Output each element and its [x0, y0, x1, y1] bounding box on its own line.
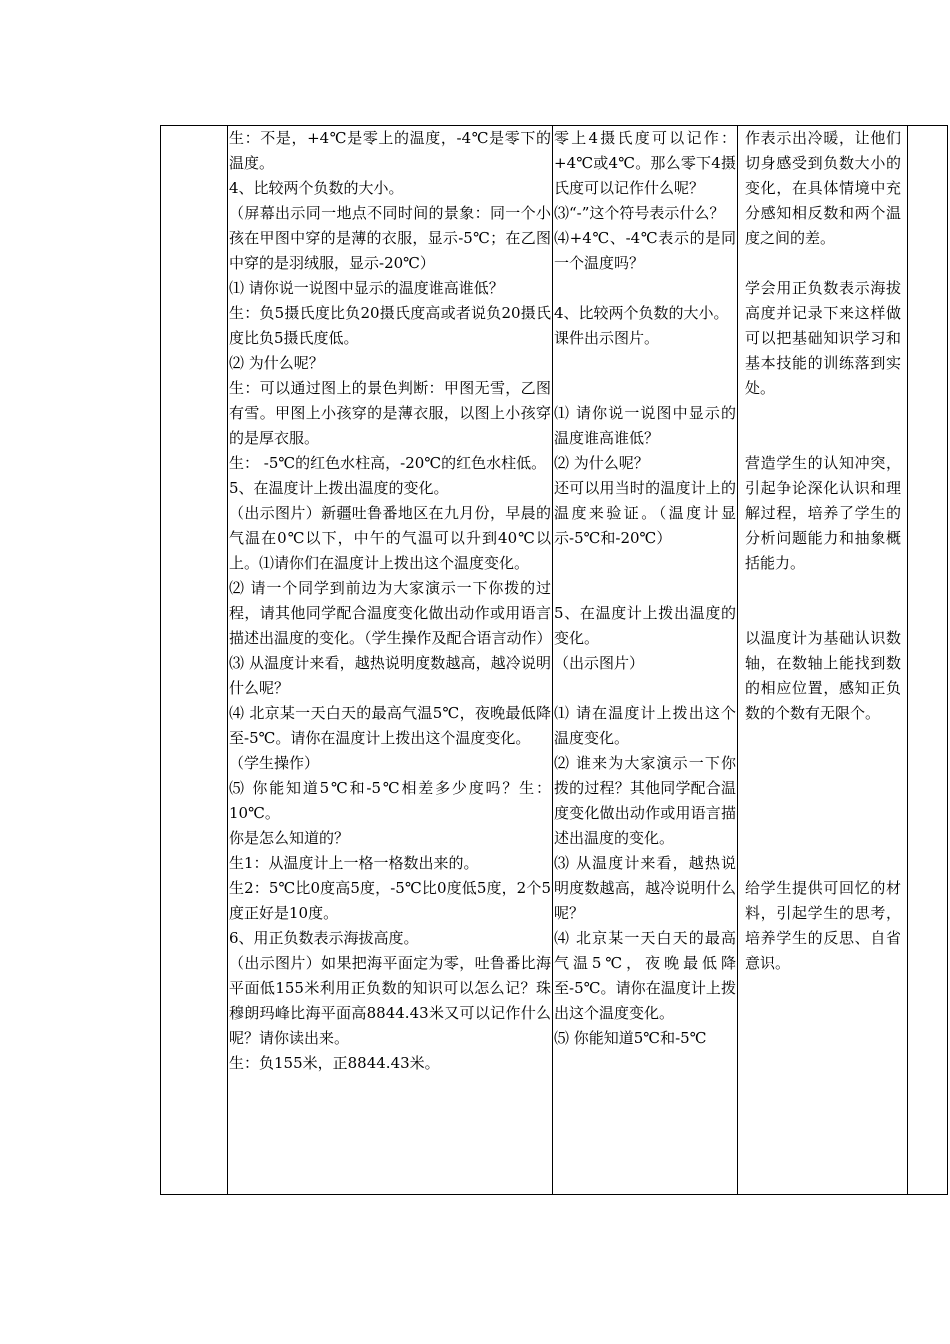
paragraph: 给学生提供可回忆的材料，引起学生的思考，培养学生的反思、自省意识。 — [745, 879, 901, 972]
paragraph: （屏幕出示同一地点不同时间的景象：同一个小孩在甲图中穿的是薄的衣服，显示-5℃；在乙图中穿的是羽绒服，显示-20℃） — [229, 204, 551, 272]
paragraph: （出示图片） — [554, 654, 645, 672]
paragraph: 4、比较两个负数的大小。 — [229, 179, 404, 197]
paragraph: ⑴ 请在温度计上拨出这个温度变化。 — [554, 704, 736, 747]
paragraph: 生：可以通过图上的景色判断：甲图无雪，乙图有雪。甲图上小孩穿的是薄衣服，以图上小孩穿的是厚衣服。 — [229, 379, 551, 447]
paragraph: ⑶ 从温度计来看，越热说明度数越高，越冷说明什么呢？ — [554, 854, 736, 922]
teacher-activity-column — [553, 126, 737, 1051]
paragraph: （学生操作） — [229, 754, 320, 772]
paragraph: 生2：5℃比0度高5度，-5℃比0度低5度，2个5度正好是10度。 — [229, 879, 551, 922]
paragraph: 零上4摄氏度可以记作：+4℃或4℃。那么零下4摄氏度可以记作什么呢？ — [554, 129, 736, 197]
paragraph: ⑷+4℃、-4℃表示的是同一个温度吗？ — [554, 229, 736, 272]
paragraph: 课件出示图片。 — [554, 329, 660, 347]
paragraph: ⑵ 请一个同学到前边为大家演示一下你拨的过程，请其他同学配合温度变化做出动作或用语言描述出温度的变化。（学生操作及配合语言动作） — [229, 579, 552, 647]
paragraph: 生：负155米，正8844.43米。 — [229, 1054, 440, 1072]
paragraph: ⑸ 你能知道5℃和-5℃相差多少度吗？生：10℃。 — [229, 779, 551, 822]
paragraph: 学会用正负数表示海拔高度并记录下来这样做可以把基础知识学习和基本技能的训练落到实处。 — [745, 279, 901, 397]
paragraph: 生： -5℃的红色水柱高，-20℃的红色水柱低。 — [229, 454, 547, 472]
paragraph: ⑴ 请你说一说图中显示的温度谁高谁低？ — [229, 279, 504, 297]
paragraph: 生：不是，+4℃是零上的温度，-4℃是零下的温度。 — [229, 129, 551, 172]
lesson-plan-table — [160, 125, 948, 1195]
paragraph: 5、在温度计上拨出温度的变化。 — [554, 604, 736, 647]
paragraph: ⑵ 为什么呢？ — [554, 454, 649, 472]
paragraph: （出示图片）如果把海平面定为零，吐鲁番比海平面低155米利用正负数的知识可以怎么记？珠穆朗玛峰比海平面高8844.43米又可以记作什么呢？请你读出来。 — [229, 954, 551, 1047]
paragraph: ⑵ 谁来为大家演示一下你拨的过程？其他同学配合温度变化做出动作或用语言描述出温度的变化。 — [554, 754, 736, 847]
paragraph: ⑶“-”这个符号表示什么？ — [554, 204, 725, 222]
column-divider — [737, 126, 738, 1194]
paragraph: 4、比较两个负数的大小。 — [554, 304, 729, 322]
paragraph: ⑷ 北京某一天白天的最高气温5℃，夜晚最低降至-5℃。请你在温度计上拨出这个温度变化。 — [229, 704, 551, 747]
paragraph: ⑶ 从温度计来看，越热说明度数越高，越冷说明什么呢？ — [229, 654, 551, 697]
paragraph: 作表示出冷暖，让他们切身感受到负数大小的变化，在具体情境中充分感知相反数和两个温度之间的差。 — [745, 129, 901, 247]
design-intent-column — [745, 126, 901, 976]
paragraph: 5、在温度计上拨出温度的变化。 — [229, 479, 449, 497]
paragraph: 生：负5摄氏度比负20摄氏度高或者说负20摄氏度比负5摄氏度低。 — [229, 304, 551, 347]
paragraph: （出示图片）新疆吐鲁番地区在九月份，早晨的气温在0℃以下，中午的气温可以升到40℃以上。⑴请你们在温度计上拨出这个温度变化。 — [229, 504, 551, 572]
paragraph: 营造学生的认知冲突，引起争论深化认识和理解过程，培养了学生的分析问题能力和抽象概括能力。 — [745, 454, 901, 572]
paragraph: 你是怎么知道的？ — [229, 829, 350, 847]
paragraph: 以温度计为基础认识数轴，在数轴上能找到数的相应位置，感知正负数的个数有无限个。 — [745, 629, 901, 722]
paragraph: 还可以用当时的温度计上的温度来验证。（温度计显示-5℃和-20℃） — [554, 479, 736, 547]
paragraph: ⑵ 为什么呢？ — [229, 354, 324, 372]
paragraph: ⑷ 北京某一天白天的最高气温5℃，夜晚最低降至-5℃。请你在温度计上拨出这个温度变化。 — [554, 929, 736, 1022]
paragraph: ⑴ 请你说一说图中显示的温度谁高谁低？ — [554, 404, 736, 447]
column-divider — [907, 126, 908, 1194]
paragraph: 6、用正负数表示海拔高度。 — [229, 929, 419, 947]
paragraph: 生1：从温度计上一格一格数出来的。 — [229, 854, 479, 872]
paragraph: ⑸ 你能知道5℃和-5℃ — [554, 1029, 707, 1047]
student-activity-column — [228, 126, 552, 1076]
